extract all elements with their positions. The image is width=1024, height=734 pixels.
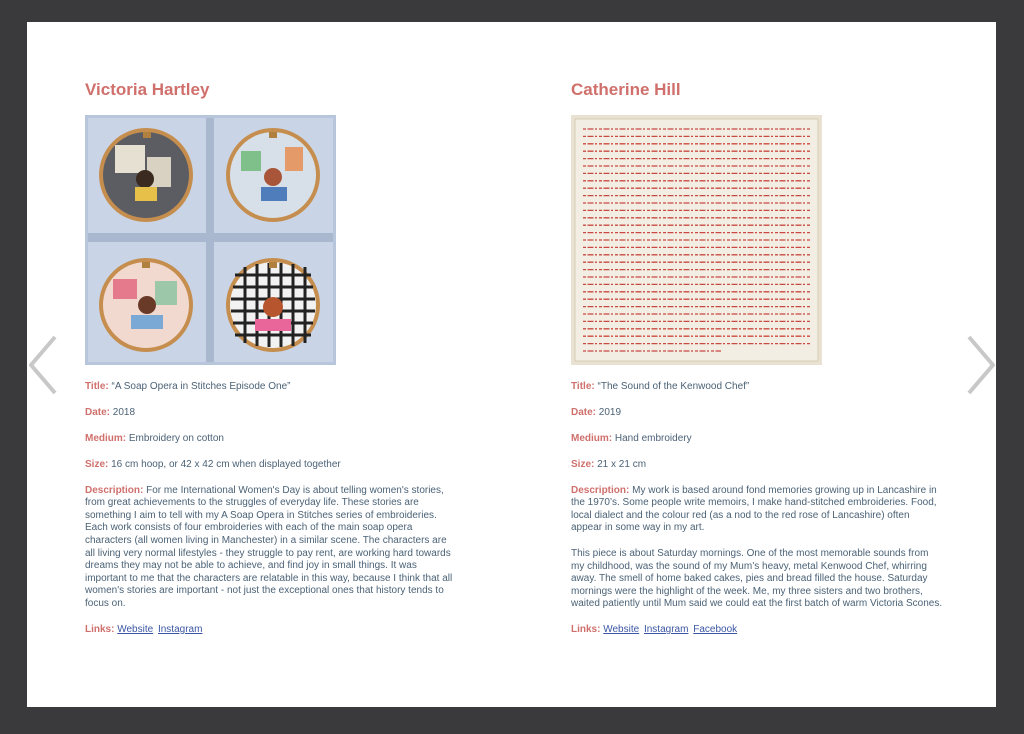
artwork-title: “The Sound of the Kenwood Chef” (597, 381, 750, 392)
previous-button[interactable] (25, 333, 61, 397)
medium-row: Medium: Hand embroidery (571, 432, 692, 444)
website-link[interactable]: Website (603, 624, 640, 636)
medium-row: Medium: Embroidery on cotton (85, 432, 224, 444)
hoop-3 (99, 258, 193, 352)
artwork-title: “A Soap Opera in Stitches Episode One” (111, 381, 291, 392)
chevron-right-icon (963, 333, 999, 397)
links-row: Links: Website Instagram (85, 623, 203, 635)
chevron-left-icon (25, 333, 61, 397)
artwork-date: 2018 (112, 406, 136, 418)
artwork-details (85, 381, 457, 650)
hoop-1 (99, 128, 193, 222)
artwork-image (571, 115, 822, 365)
website-link[interactable]: Website (117, 623, 154, 635)
hoop-4 (226, 258, 320, 352)
artist-name: Catherine Hill (571, 80, 681, 99)
description-text: For me International Women's Day is about telling women's stories, from great achievements to the struggles of everyday life. These stories are something I aim to tell with my A Soap Opera in Stitches series of embroideries. Each work consists of four embroideries with each of the main soap opera characters (all women living in Manchester) in a similar scene. The characters are all living very normal lifestyles - they struggle to pay rent, are working hard towards dreams they may not be able to achieve, and find joy in small things. It was important to me that the characters are relatable in this way, because I think that all women's stories are important - not just the exceptional ones that history tends to focus on. (85, 484, 453, 609)
instagram-link[interactable]: Instagram (157, 623, 203, 635)
next-button[interactable] (963, 333, 999, 397)
artwork-date: 2019 (598, 406, 622, 418)
description-text: My work is based around fond memories growing up in Lancashire in the 1970’s. Some people write memoirs, I make hand-stitched embroideries. Food, local dialect and the colour red (as a nod to the red rose of Lancashire) often appear in some way in my art. (571, 484, 937, 534)
links-row: Links: Website Instagram Facebook (571, 624, 738, 636)
artwork-size: 16 cm hoop, or 42 x 42 cm when displayed together (111, 458, 341, 470)
size-row: Size: 21 x 21 cm (571, 458, 647, 470)
artwork-medium: Embroidery on cotton (128, 432, 224, 444)
description-text: This piece is about Saturday mornings. One of the most memorable sounds from my childhood, was the sound of my Mum’s heavy, metal Kenwood Chef, whirring away. The smell of home baked cakes, pies and bread filled the house. Saturday mornings were the highlight of the week. Me, my three sisters and two brothers, waited patiently until Mum said we could eat the first batch of warm Victoria Scones. (571, 547, 943, 610)
artwork-details (571, 381, 943, 650)
artwork-image (85, 115, 336, 365)
instagram-link[interactable]: Instagram (643, 624, 689, 636)
title-row: Title: “A Soap Opera in Stitches Episode One” (85, 381, 291, 392)
date-row: Date: 2019 (571, 406, 622, 418)
artwork-size: 21 x 21 cm (597, 458, 647, 470)
size-row: Size: 16 cm hoop, or 42 x 42 cm when displayed together (85, 458, 341, 470)
description-row: Description: My work is based around fond memories growing up in Lancashire in the 1970’s. Some people write memoirs, I make hand-stitched embroideries. Food, local dialect and the colour red (as a nod to the red rose of Lancashire) often appear in some way in my art. This piece is about Saturday mornings. One of the most memorable sounds from my childhood, was the sound of my Mum’s heavy, metal Kenwood Chef, whirring away. The smell of home baked cakes, pies and bread filled the house. Saturday mornings were the highlight of the week. Me, my three sisters and two brothers, waited patiently until Mum said we could eat the first batch of warm Victoria Scones. (571, 484, 943, 610)
title-row: Title: “The Sound of the Kenwood Chef” (571, 381, 750, 392)
artwork-medium: Hand embroidery (614, 432, 692, 444)
date-row: Date: 2018 (85, 406, 136, 418)
artist-name: Victoria Hartley (85, 80, 210, 99)
description-row: Description: For me International Women's Day is about telling women's stories, from great achievements to the struggles of everyday life. These stories are something I aim to tell with my A Soap Opera in Stitches series of embroideries. Each work consists of four embroideries with each of the main soap opera characters (all women living in Manchester) in a similar scene. The characters are all living very normal lifestyles - they struggle to pay rent, are working hard towards dreams they may not be able to achieve, and find joy in small things. It was important to me that the characters are relatable in this way, because I think that all women's stories are important - not just the exceptional ones that history tends to focus on. (85, 484, 453, 609)
facebook-link[interactable]: Facebook (693, 624, 738, 636)
hoop-2 (226, 128, 320, 222)
gallery-page (27, 22, 996, 707)
